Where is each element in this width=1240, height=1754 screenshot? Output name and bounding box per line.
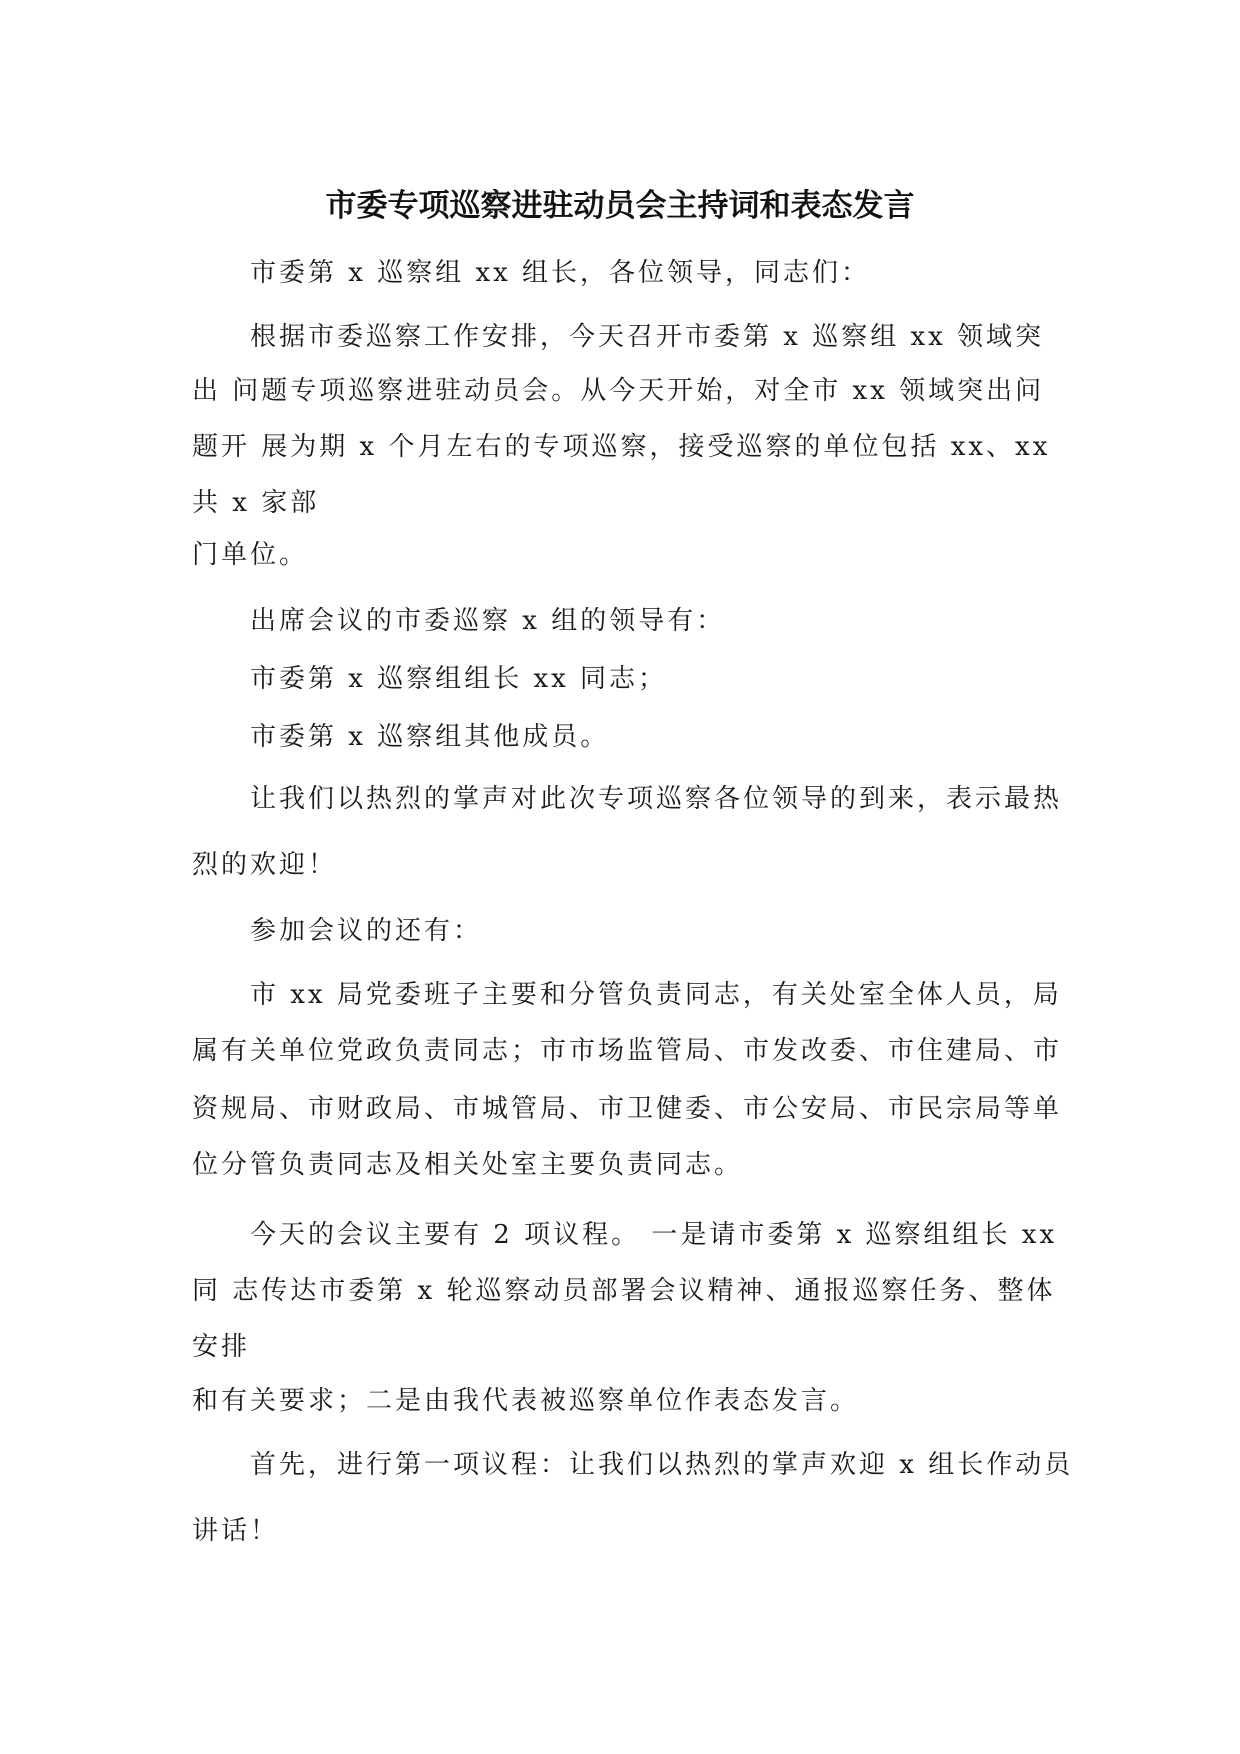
paragraph-line: 出席会议的市委巡察 x 组的领导有： [250, 606, 726, 636]
paragraph-line: 市 xx 局党委班子主要和分管负责同志，有关处室全体人员，局 [250, 980, 1062, 1010]
paragraph-line: 出 问题专项巡察进驻动员会。从今天开始，对全市 xx 领域突出问 [192, 376, 1045, 406]
paragraph-line: 参加会议的还有： [250, 916, 483, 946]
paragraph-line: 共 x 家部 [192, 488, 320, 518]
paragraph-line: 位分管负责同志及相关处室主要负责同志。 [192, 1150, 744, 1180]
paragraph-line: 资规局、市财政局、市城管局、市卫健委、市公安局、市民宗局等单 [192, 1094, 1063, 1124]
paragraph-line: 门单位。 [192, 540, 309, 570]
paragraph-line: 安排 [192, 1332, 251, 1362]
paragraph-line: 和有关要求；二是由我代表被巡察单位作表态发言。 [192, 1386, 860, 1416]
paragraph-line: 同 志传达市委第 x 轮巡察动员部署会议精神、通报巡察任务、整体 [192, 1276, 1056, 1306]
paragraph-line: 今天的会议主要有 2 项议程。 一是请市委第 x 巡察组组长 xx [250, 1220, 1058, 1250]
document-title: 市委专项巡察进驻动员会主持词和表态发言 [325, 188, 915, 224]
paragraph-line: 讲话！ [192, 1516, 280, 1546]
paragraph-line: 根据市委巡察工作安排，今天召开市委第 x 巡察组 xx 领域突 [250, 322, 1045, 352]
paragraph-line: 属有关单位党政负责同志；市市场监管局、市发改委、市住建局、市 [192, 1036, 1063, 1066]
paragraph-line: 首先，进行第一项议程：让我们以热烈的掌声欢迎 x 组长作动员 [250, 1450, 1074, 1480]
paragraph-line: 题开 展为期 x 个月左右的专项巡察，接受巡察的单位包括 xx、xx [192, 432, 1051, 462]
paragraph-line: 市委第 x 巡察组组长 xx 同志； [250, 664, 668, 694]
paragraph-line: 让我们以热烈的掌声对此次专项巡察各位领导的到来，表示最热 [250, 784, 1063, 814]
salutation-line: 市委第 x 巡察组 xx 组长，各位领导，同志们： [250, 258, 871, 288]
paragraph-line: 烈的欢迎！ [192, 850, 338, 880]
paragraph-line: 市委第 x 巡察组其他成员。 [250, 722, 610, 752]
